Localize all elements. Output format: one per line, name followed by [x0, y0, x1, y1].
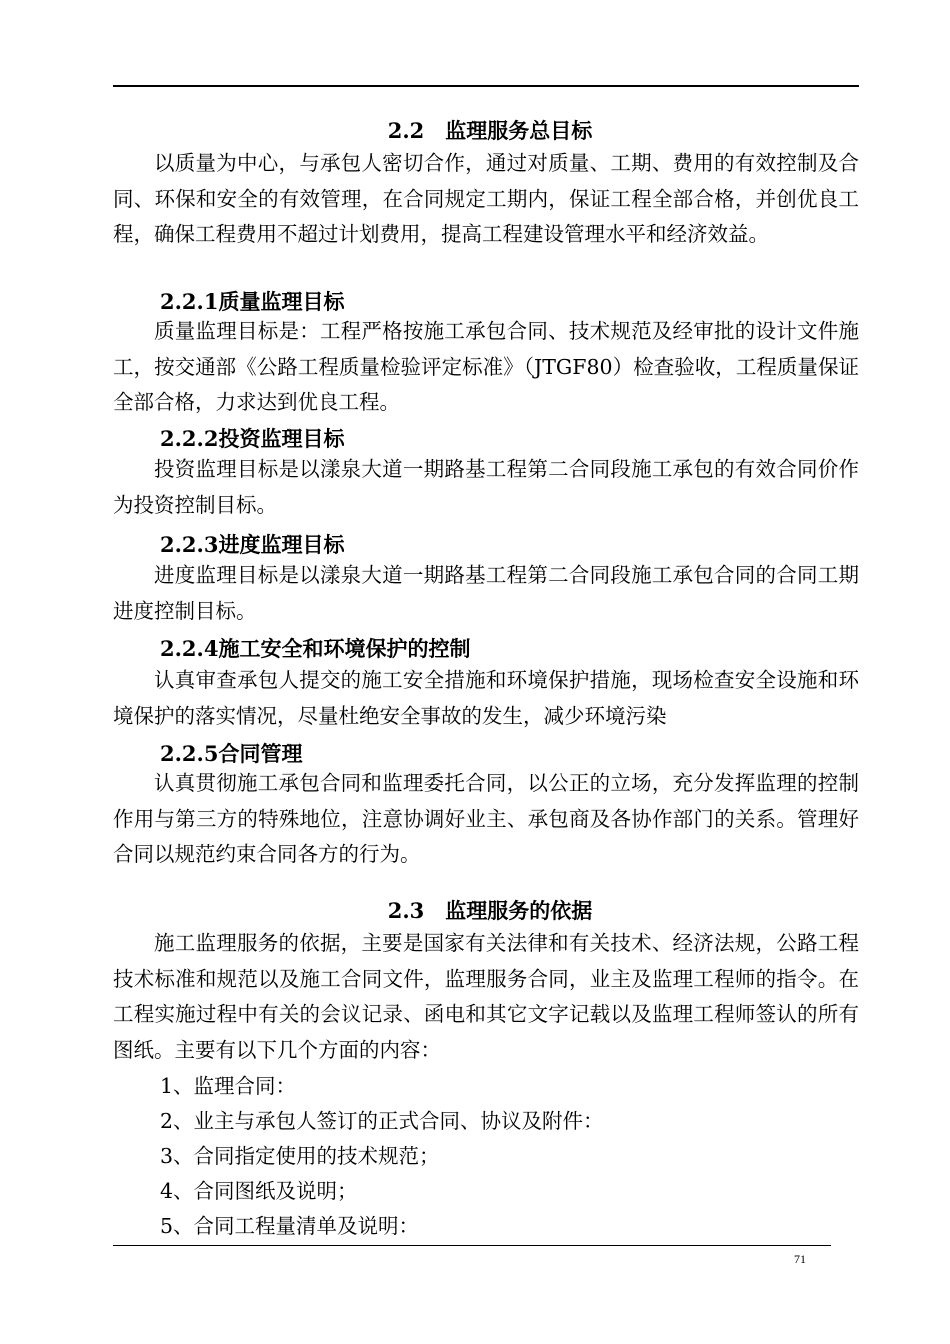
- page-number: 71: [794, 1252, 806, 1266]
- subsection-2-2-4-paragraph: 认真审查承包人提交的施工安全措施和环境保护措施，现场检查安全设施和环境保护的落实情况，尽量杜绝安全事故的发生，减少环境污染: [113, 668, 859, 728]
- subsection-2-2-3-paragraph: 进度监理目标是以漾泉大道一期路基工程第二合同段施工承包合同的合同工期进度控制目标。: [113, 563, 859, 623]
- subsection-heading-2-2-5: 2.2.5合同管理: [160, 741, 303, 766]
- subsection-heading-2-2-1: 2.2.1质量监理目标: [160, 289, 345, 314]
- section-heading-2-3: 2.3 监理服务的依据: [387, 898, 593, 923]
- subsection-2-2-1-paragraph: 质量监理目标是：工程严格按施工承包合同、技术规范及经审批的设计文件施工，按交通部《公路工程质量检验评定标准》（JTGF80）检查验收，工程质量保证全部合格，力求达到优良工程。: [113, 319, 859, 414]
- footer-rule: [113, 1245, 831, 1246]
- list-item: 4、合同图纸及说明；: [160, 1179, 358, 1203]
- list-item: 1、监理合同：: [160, 1074, 297, 1098]
- subsection-heading-2-2-3: 2.2.3进度监理目标: [160, 532, 345, 557]
- section-heading-2-2: 2.2 监理服务总目标: [387, 118, 593, 143]
- list-item: 3、合同指定使用的技术规范；: [160, 1144, 440, 1168]
- list-item: 5、合同工程量清单及说明：: [160, 1214, 420, 1238]
- subsection-heading-2-2-4: 2.2.4施工安全和环境保护的控制: [160, 636, 471, 661]
- subsection-heading-2-2-2: 2.2.2投资监理目标: [160, 426, 345, 451]
- section-2-3-paragraph: 施工监理服务的依据，主要是国家有关法律和有关技术、经济法规，公路工程技术标准和规范以及施工合同文件，监理服务合同，业主及监理工程师的指令。在工程实施过程中有关的会议记录、函电和其它文字记载以及监理工程师签认的所有图纸。主要有以下几个方面的内容：: [113, 931, 859, 1062]
- subsection-2-2-5-paragraph: 认真贯彻施工承包合同和监理委托合同，以公正的立场，充分发挥监理的控制作用与第三方的特殊地位，注意协调好业主、承包商及各协作部门的关系。管理好合同以规范约束合同各方的行为。: [113, 771, 859, 866]
- section-2-2-paragraph: 以质量为中心，与承包人密切合作，通过对质量、工期、费用的有效控制及合同、环保和安全的有效管理，在合同规定工期内，保证工程全部合格，并创优良工程，确保工程费用不超过计划费用，提高工程建设管理水平和经济效益。: [113, 151, 859, 246]
- list-item: 2、业主与承包人签订的正式合同、协议及附件：: [160, 1109, 604, 1133]
- subsection-2-2-2-paragraph: 投资监理目标是以漾泉大道一期路基工程第二合同段施工承包的有效合同价作为投资控制目标。: [113, 457, 859, 517]
- header-rule: [113, 85, 859, 87]
